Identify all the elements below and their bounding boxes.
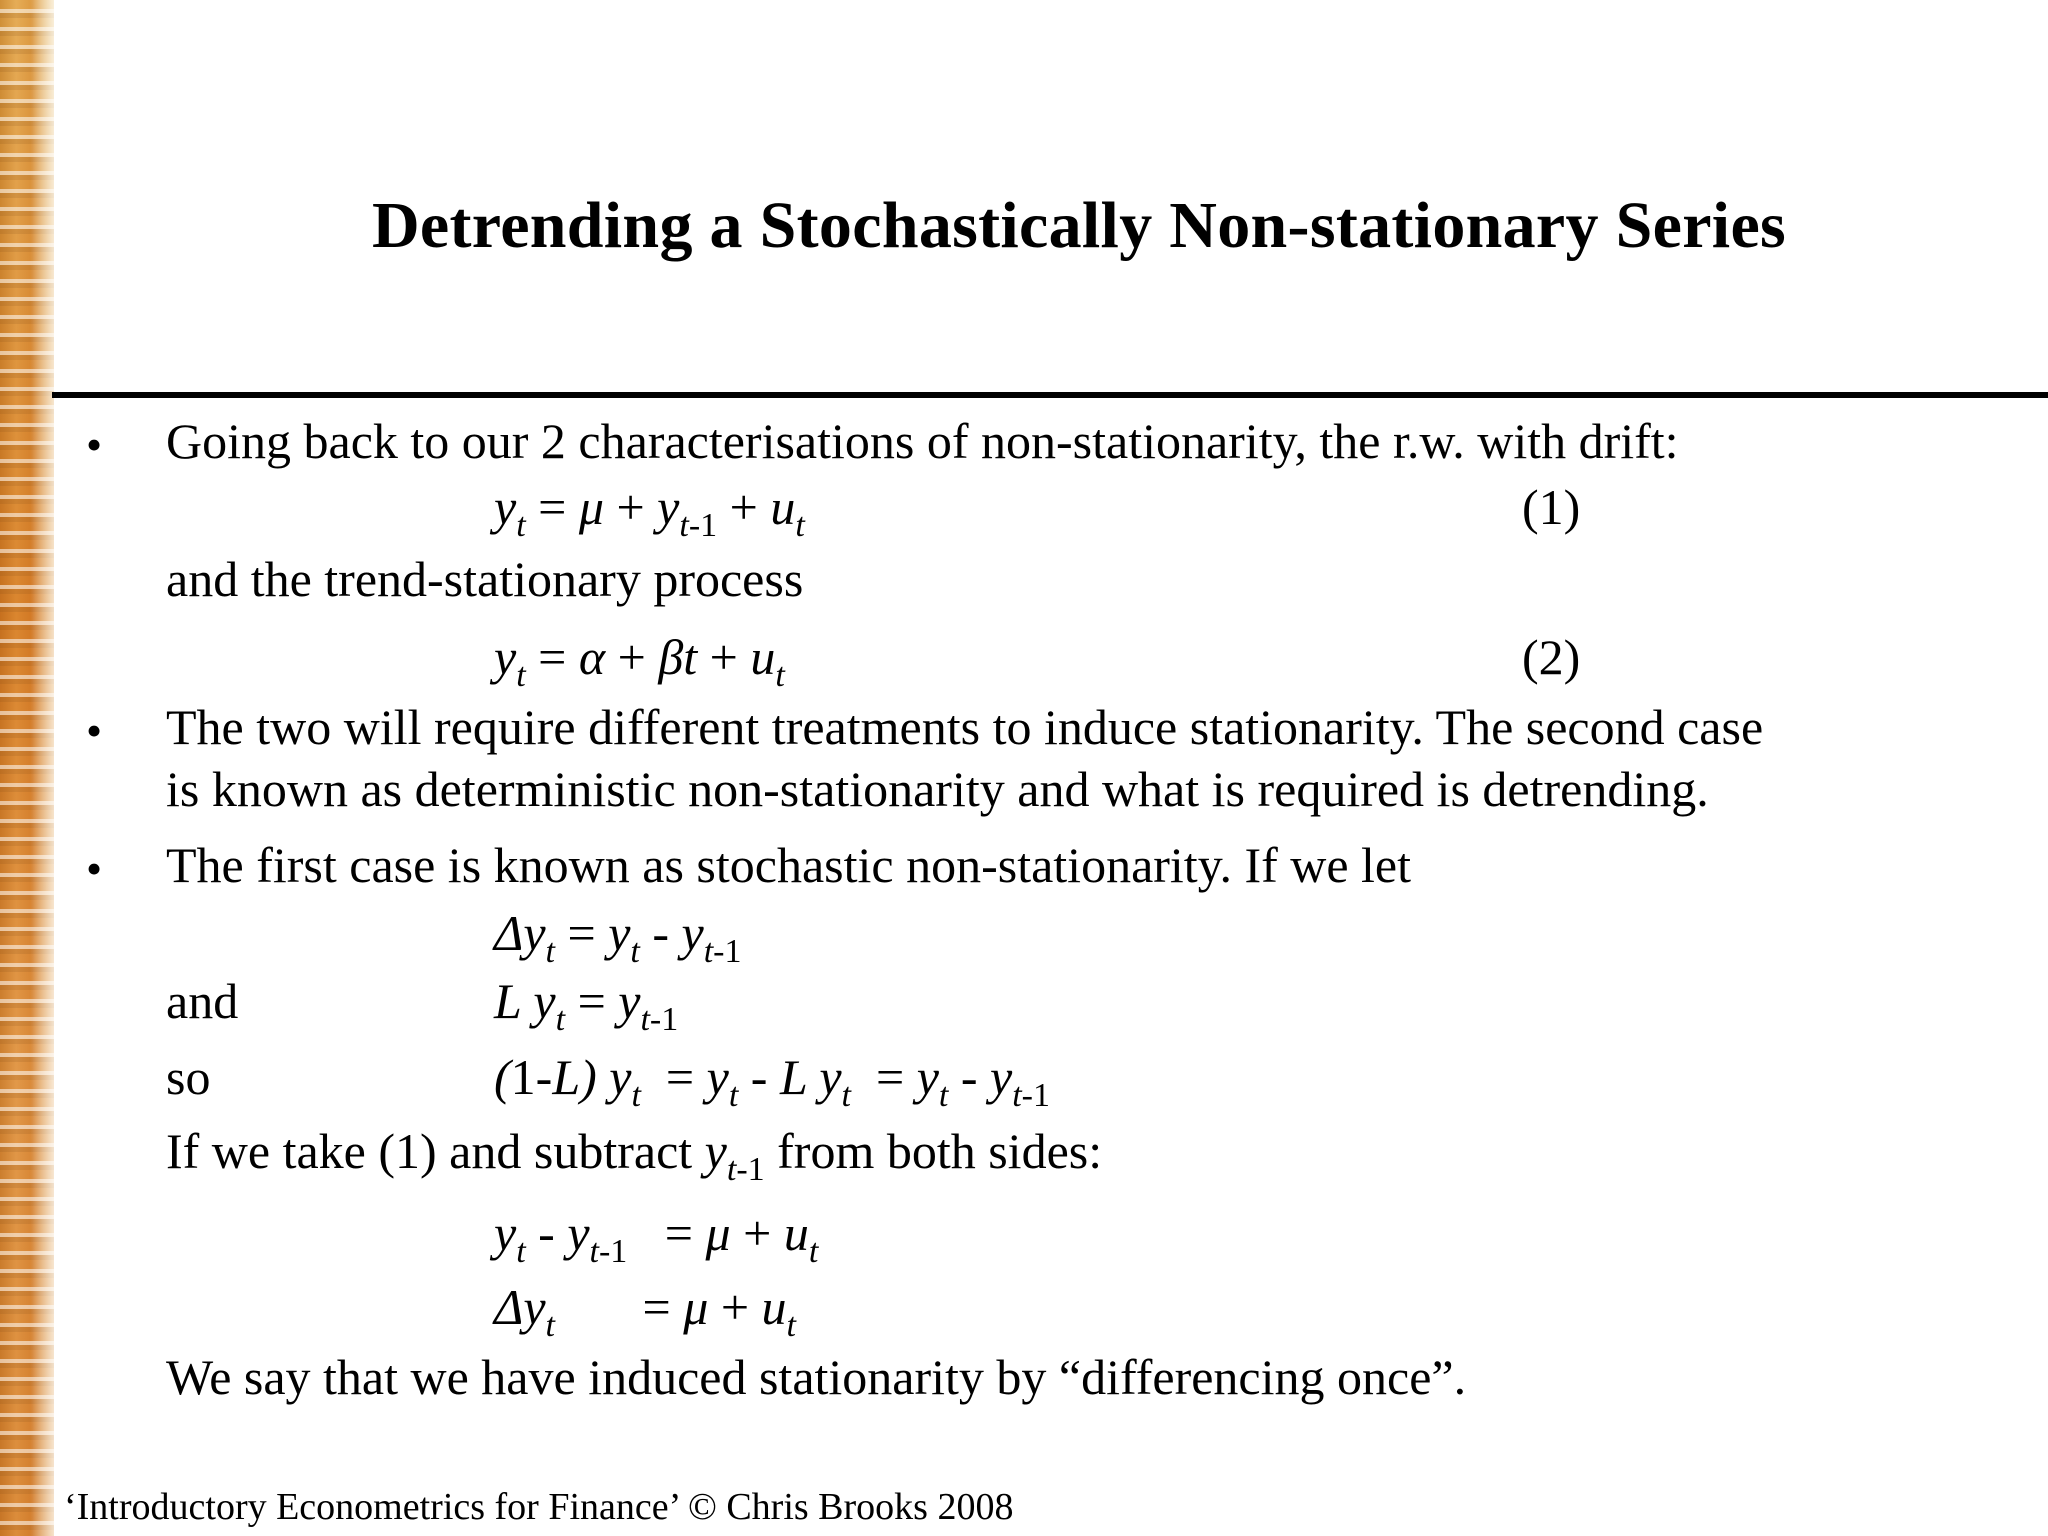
equation-differenced-1: $y_t - y_{t-1} = \mu + u_t$ xyxy=(494,1205,819,1270)
conclusion-text: We say that we have induced stationarity by “differencing once”. xyxy=(166,1349,1467,1405)
equation-difference-operator: $\Delta y_t = y_t - y_{t-1}$ xyxy=(494,905,742,970)
bullet-marker: • xyxy=(86,705,103,756)
equation-number-2: (2) xyxy=(1522,629,1581,685)
so-label: so xyxy=(166,1049,211,1105)
equation-rw-drift: $y_t = \mu + y_{t-1} + u_t$ xyxy=(494,479,805,544)
equation-trend-stationary: $y_t = \alpha + \beta t + u_t$ xyxy=(494,629,785,694)
equation-differenced-2: $\Delta y_t$ = $\mu + u_t$ xyxy=(494,1279,796,1344)
bullet-1-text: Going back to our 2 characterisations of non-stationarity, the r.w. with drift: xyxy=(166,413,1679,469)
bullet-2-text-line-2: is known as deterministic non-stationarity and what is required is detrending. xyxy=(166,761,1709,817)
trend-stationary-intro: and the trend-stationary process xyxy=(166,551,804,607)
bullet-3-text: The first case is known as stochastic non-stationarity. If we let xyxy=(166,837,1412,893)
subtract-text-after: from both sides: xyxy=(764,1123,1103,1179)
subtract-instruction: If we take (1) and subtract $y_{t-1}$ from both sides: xyxy=(166,1123,1103,1188)
bullet-marker: • xyxy=(86,419,103,470)
title-divider xyxy=(52,392,2048,398)
equation-one-minus-l: (1-L) $y_t = y_t - L$ $y_t = y_t - y_{t-1}$ xyxy=(494,1049,1050,1114)
subtract-text-before: If we take (1) and subtract xyxy=(166,1123,705,1179)
bullet-2-text-line-1: The two will require different treatments to induce stationarity. The second case xyxy=(166,699,1764,755)
footer-copyright: ‘Introductory Econometrics for Finance’ © Chris Brooks 2008 xyxy=(64,1486,1014,1528)
equation-number-1: (1) xyxy=(1522,479,1581,535)
equation-lag-operator: L $y_t = y_{t-1}$ xyxy=(494,973,679,1038)
slide-title: Detrending a Stochastically Non-stationary Series xyxy=(371,189,1787,262)
and-label: and xyxy=(166,973,239,1029)
bullet-marker: • xyxy=(86,843,103,894)
